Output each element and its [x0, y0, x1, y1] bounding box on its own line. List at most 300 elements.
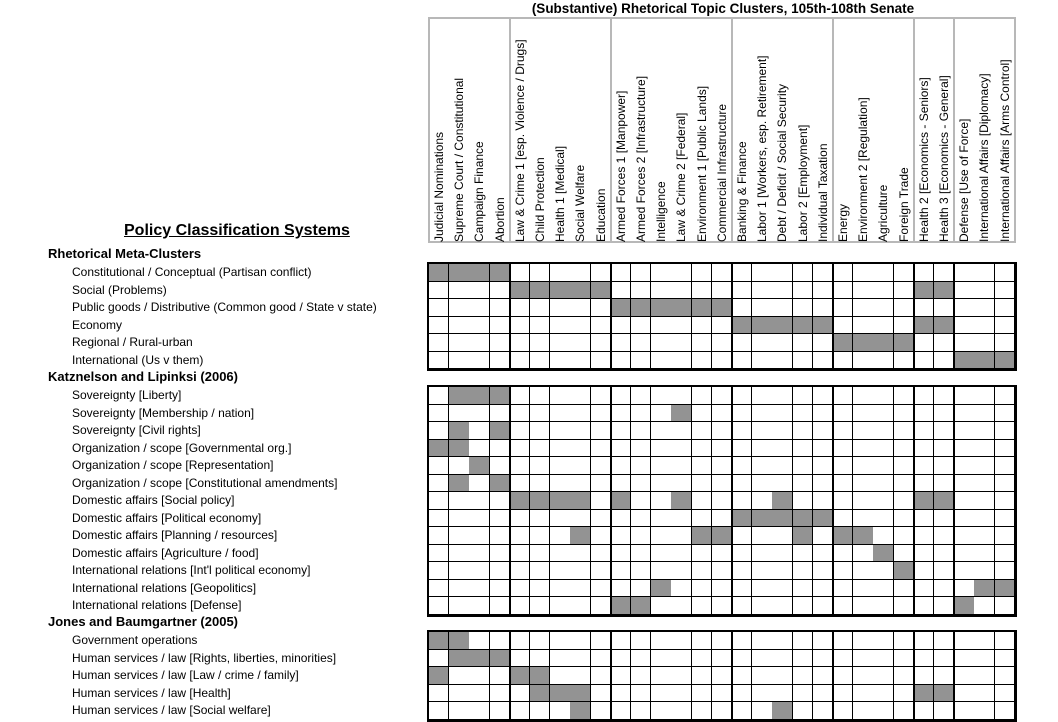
grid-cell: [692, 334, 712, 352]
grid-cell: [873, 352, 893, 370]
grid-cell: [752, 457, 772, 475]
grid-cell: [974, 527, 994, 545]
grid-cell-filled: [429, 264, 449, 282]
grid-cell: [813, 299, 833, 317]
grid-group-separator: [610, 632, 612, 720]
grid-cell: [752, 387, 772, 405]
grid-cell: [651, 422, 671, 440]
grid-cell: [550, 510, 570, 528]
grid-cell: [873, 632, 893, 650]
grid-group-separator: [509, 632, 511, 720]
grid-cell: [833, 405, 853, 423]
grid-cell: [995, 440, 1015, 458]
grid-cell: [449, 457, 469, 475]
grid-cell: [954, 685, 974, 703]
grid-cell: [631, 632, 651, 650]
grid-cell: [570, 545, 590, 563]
grid-cell: [611, 317, 631, 335]
grid-cell: [712, 667, 732, 685]
grid-cell: [894, 282, 914, 300]
grid-cell: [692, 667, 712, 685]
column-label: Labor 2 [Employment]: [795, 124, 810, 242]
grid-cell: [934, 702, 954, 720]
grid-cell: [894, 475, 914, 493]
grid-cell: [449, 667, 469, 685]
grid-cell: [974, 282, 994, 300]
row-label: Organization / scope [Governmental org.]: [72, 440, 292, 455]
grid-cell: [772, 685, 792, 703]
grid-cell-filled: [752, 317, 772, 335]
grid-cell: [894, 545, 914, 563]
grid-cell: [651, 334, 671, 352]
grid-cell: [934, 387, 954, 405]
grid-cell: [469, 510, 489, 528]
grid-cell: [793, 457, 813, 475]
grid-cell: [671, 475, 691, 493]
grid-cell: [833, 492, 853, 510]
grid-cell: [853, 632, 873, 650]
grid-cell: [914, 264, 934, 282]
column-label: Campaign Finance: [472, 141, 487, 242]
grid-cell: [974, 264, 994, 282]
grid-cell: [873, 457, 893, 475]
grid-cell: [550, 440, 570, 458]
grid-cell: [570, 422, 590, 440]
row-label: Domestic affairs [Political economy]: [72, 510, 262, 525]
grid-cell: [772, 334, 792, 352]
grid-cell: [671, 352, 691, 370]
grid-cell: [611, 387, 631, 405]
grid-cell: [671, 422, 691, 440]
grid-cell: [732, 650, 752, 668]
grid-cell: [449, 352, 469, 370]
grid-cell-filled: [631, 597, 651, 615]
grid-cell: [591, 264, 611, 282]
row-label: Human services / law [Rights, liberties, minorities]: [72, 650, 337, 665]
grid-cell: [813, 685, 833, 703]
grid-cell: [772, 667, 792, 685]
grid-cell: [712, 405, 732, 423]
column-label: Armed Forces 2 [Infrastructure]: [634, 75, 648, 242]
grid-group-separator: [832, 387, 834, 615]
grid-cell: [732, 405, 752, 423]
grid-cell: [914, 387, 934, 405]
grid-cell: [772, 264, 792, 282]
grid-cell: [530, 632, 550, 650]
grid-cell: [813, 282, 833, 300]
grid-cell: [954, 580, 974, 598]
grid-cell: [692, 475, 712, 493]
grid-cell: [873, 650, 893, 668]
grid-cell: [954, 264, 974, 282]
grid-cell: [651, 667, 671, 685]
grid-cell: [995, 492, 1015, 510]
grid-cell: [429, 492, 449, 510]
grid-cell: [732, 475, 752, 493]
grid-cell-filled: [651, 299, 671, 317]
column-label: Social Welfare: [573, 164, 588, 242]
grid-cell: [490, 580, 510, 598]
grid-cell: [772, 299, 792, 317]
grid-cell-filled: [490, 475, 510, 493]
grid-cell: [591, 387, 611, 405]
grid-cell-filled: [853, 334, 873, 352]
grid-cell-filled: [914, 282, 934, 300]
grid-cell: [853, 545, 873, 563]
grid-cell: [692, 545, 712, 563]
grid-cell: [550, 597, 570, 615]
column-label: Supreme Court / Constitutional: [452, 77, 467, 242]
grid-cell: [712, 510, 732, 528]
row-label: International relations [Defense]: [72, 598, 242, 612]
grid-cell: [651, 440, 671, 458]
grid-cell: [712, 317, 732, 335]
grid-cell: [631, 667, 651, 685]
grid-cell: [752, 282, 772, 300]
grid-cell: [833, 685, 853, 703]
grid-cell: [995, 545, 1015, 563]
grid-cell: [692, 580, 712, 598]
grid-cell: [651, 475, 671, 493]
grid-cell-filled: [995, 352, 1015, 370]
grid-cell-filled: [510, 667, 530, 685]
grid-group-separator: [832, 632, 834, 720]
column-label: International Affairs [Arms Control]: [997, 59, 1012, 242]
grid-cell: [530, 422, 550, 440]
grid-cell: [853, 405, 873, 423]
grid-cell: [914, 597, 934, 615]
column-label: Debt / Deficit / Social Security: [775, 83, 790, 242]
column-label: Health 2 [Economics - Seniors]: [916, 77, 931, 242]
grid-cell: [449, 702, 469, 720]
grid-cell: [692, 264, 712, 282]
grid-cell: [591, 510, 611, 528]
grid-cell: [894, 685, 914, 703]
grid-cell: [974, 440, 994, 458]
grid-cell: [873, 440, 893, 458]
row-label: Domestic affairs [Social policy]: [72, 493, 235, 507]
grid-cell: [732, 264, 752, 282]
grid-cell: [631, 562, 651, 580]
grid-cell: [894, 510, 914, 528]
grid-cell: [772, 580, 792, 598]
grid-cell: [651, 317, 671, 335]
column-label: Commercial Infrastructure: [714, 103, 729, 242]
grid-cell: [873, 580, 893, 598]
grid-cell: [591, 685, 611, 703]
grid-cell: [752, 632, 772, 650]
grid-cell: [671, 510, 691, 528]
grid-cell: [631, 492, 651, 510]
grid-cell: [591, 475, 611, 493]
grid-cell: [712, 352, 732, 370]
grid-cell: [510, 334, 530, 352]
grid-cell-filled: [934, 492, 954, 510]
grid-cell: [894, 650, 914, 668]
grid-cell: [752, 492, 772, 510]
grid-cell: [934, 562, 954, 580]
grid-cell: [914, 562, 934, 580]
grid-cell: [894, 317, 914, 335]
grid-cell-filled: [995, 580, 1015, 598]
grid-cell: [651, 510, 671, 528]
grid-cell: [550, 334, 570, 352]
grid-cell: [894, 352, 914, 370]
grid-cell: [591, 702, 611, 720]
grid-cell: [833, 282, 853, 300]
grid-cell: [752, 580, 772, 598]
grid-cell: [510, 580, 530, 598]
grid-cell: [914, 440, 934, 458]
grid-cell: [429, 685, 449, 703]
grid-cell: [550, 562, 570, 580]
grid-cell: [833, 545, 853, 563]
grid-cell: [591, 545, 611, 563]
grid-cell: [671, 632, 691, 650]
grid-cell: [692, 387, 712, 405]
grid-cell: [974, 650, 994, 668]
grid-cell: [570, 475, 590, 493]
grid-cell: [692, 422, 712, 440]
grid-cell: [772, 475, 792, 493]
grid-cell: [631, 527, 651, 545]
row-label: Social (Problems): [72, 282, 167, 297]
grid-cell: [954, 334, 974, 352]
grid-cell: [469, 422, 489, 440]
grid-cell: [752, 702, 772, 720]
grid-cell: [813, 264, 833, 282]
grid-cell: [631, 510, 651, 528]
grid-cell: [732, 597, 752, 615]
grid-cell: [469, 492, 489, 510]
grid-cell-filled: [873, 334, 893, 352]
grid-cell: [429, 405, 449, 423]
grid-cell: [510, 405, 530, 423]
grid-cell: [591, 334, 611, 352]
grid-cell: [873, 475, 893, 493]
grid-cell: [692, 440, 712, 458]
row-label: Economy: [72, 317, 123, 332]
grid-cell: [954, 510, 974, 528]
grid-cell-filled: [490, 264, 510, 282]
grid-cell-filled: [692, 299, 712, 317]
grid-cell: [793, 562, 813, 580]
grid-cell: [813, 492, 833, 510]
grid-cell: [671, 685, 691, 703]
grid-cell: [611, 685, 631, 703]
grid-cell-filled: [772, 492, 792, 510]
grid-cell: [490, 597, 510, 615]
grid-cell: [530, 650, 550, 668]
grid-cell: [469, 334, 489, 352]
grid-cell: [914, 475, 934, 493]
grid-cell-filled: [490, 650, 510, 668]
grid-cell: [934, 352, 954, 370]
grid-group-separator: [731, 387, 733, 615]
section-title: Jones and Baumgartner (2005): [48, 614, 239, 629]
grid-cell-filled: [530, 685, 550, 703]
grid-cell: [974, 562, 994, 580]
grid-cell: [995, 264, 1015, 282]
grid-cell: [570, 405, 590, 423]
grid-cell: [591, 457, 611, 475]
grid-cell: [550, 422, 570, 440]
grid-cell-filled: [894, 334, 914, 352]
grid-cell: [712, 545, 732, 563]
grid-cell: [631, 352, 651, 370]
grid-cell: [591, 597, 611, 615]
grid-cell: [692, 597, 712, 615]
grid-cell: [651, 405, 671, 423]
grid-cell: [772, 632, 792, 650]
grid-cell: [671, 562, 691, 580]
grid-cell: [692, 632, 712, 650]
grid-cell: [974, 387, 994, 405]
column-label: Energy: [836, 203, 850, 242]
grid-cell: [772, 352, 792, 370]
grid-cell: [530, 597, 550, 615]
grid-cell-filled: [550, 492, 570, 510]
grid-cell: [833, 475, 853, 493]
grid-cell: [449, 299, 469, 317]
grid-cell: [974, 545, 994, 563]
grid-cell: [671, 457, 691, 475]
grid-cell: [550, 299, 570, 317]
grid-cell: [570, 510, 590, 528]
grid-cell: [772, 562, 792, 580]
grid-cell: [853, 580, 873, 598]
grid-cell-filled: [813, 510, 833, 528]
grid-cell: [449, 580, 469, 598]
grid-cell: [611, 562, 631, 580]
grid-cell: [813, 422, 833, 440]
grid-cell: [833, 422, 853, 440]
grid-cell: [772, 650, 792, 668]
grid-cell: [772, 405, 792, 423]
grid-cell-filled: [449, 422, 469, 440]
grid-cell: [752, 562, 772, 580]
grid-cell: [611, 264, 631, 282]
grid-cell: [954, 282, 974, 300]
grid-cell: [651, 387, 671, 405]
grid-cell: [873, 422, 893, 440]
grid-cell-filled: [752, 510, 772, 528]
grid-cell: [712, 632, 732, 650]
grid-cell: [611, 632, 631, 650]
grid-cell: [894, 387, 914, 405]
column-label: Armed Forces 1 [Manpower]: [613, 90, 628, 242]
grid-cell: [429, 352, 449, 370]
grid-cell: [631, 475, 651, 493]
grid-cell: [995, 510, 1015, 528]
grid-cell: [732, 299, 752, 317]
grid-cell: [449, 510, 469, 528]
grid-cell: [873, 527, 893, 545]
grid-cell-filled: [570, 527, 590, 545]
grid-cell: [914, 527, 934, 545]
grid-cell: [631, 580, 651, 598]
grid-cell: [833, 580, 853, 598]
grid-cell: [752, 685, 772, 703]
section-title: Katznelson and Lipinksi (2006): [48, 369, 238, 384]
grid-cell: [974, 510, 994, 528]
grid-group-separator: [913, 632, 915, 720]
grid-cell: [712, 440, 732, 458]
grid-cell: [469, 527, 489, 545]
grid-cell: [793, 702, 813, 720]
grid-cell: [974, 685, 994, 703]
grid-cell: [853, 650, 873, 668]
grid-cell: [914, 580, 934, 598]
grid-cell: [833, 264, 853, 282]
grid-cell: [490, 667, 510, 685]
grid-cell: [510, 387, 530, 405]
grid-cell: [934, 667, 954, 685]
grid-cell: [752, 440, 772, 458]
row-label: Sovereignty [Membership / nation]: [72, 405, 255, 420]
grid-cell: [449, 334, 469, 352]
grid-cell-filled: [671, 405, 691, 423]
grid-cell: [712, 650, 732, 668]
grid-cell: [954, 562, 974, 580]
grid-cell: [510, 440, 530, 458]
grid-cell: [429, 527, 449, 545]
grid-cell: [712, 562, 732, 580]
grid-cell: [914, 299, 934, 317]
grid-cell-filled: [611, 299, 631, 317]
grid-cell: [449, 405, 469, 423]
grid-cell: [853, 667, 873, 685]
grid-cell: [631, 387, 651, 405]
grid-cell: [611, 282, 631, 300]
grid-cell: [813, 440, 833, 458]
grid-cell: [995, 597, 1015, 615]
grid-cell: [873, 282, 893, 300]
grid-cell: [732, 667, 752, 685]
grid-cell: [732, 562, 752, 580]
grid-cell: [671, 282, 691, 300]
grid-cell: [550, 457, 570, 475]
grid-cell: [530, 299, 550, 317]
grid-cell: [833, 650, 853, 668]
grid-cell: [813, 527, 833, 545]
grid-cell: [974, 334, 994, 352]
grid-cell-filled: [570, 702, 590, 720]
grid-cell: [793, 282, 813, 300]
grid-cell: [429, 299, 449, 317]
column-label: Education: [593, 188, 608, 242]
grid-cell-filled: [469, 650, 489, 668]
grid-cell: [490, 545, 510, 563]
grid-cell: [591, 317, 611, 335]
grid-cell: [449, 545, 469, 563]
grid-cell: [873, 685, 893, 703]
grid-cell: [712, 457, 732, 475]
grid-cell: [793, 580, 813, 598]
grid-cell: [995, 282, 1015, 300]
grid-cell: [429, 457, 449, 475]
grid-cell-filled: [550, 282, 570, 300]
grid-cell: [429, 650, 449, 668]
grid-cell: [793, 422, 813, 440]
column-label: Environment 1 [Public Lands]: [694, 85, 709, 242]
grid-cell: [772, 282, 792, 300]
grid-cell: [490, 457, 510, 475]
grid-cell: [570, 387, 590, 405]
grid-cell: [914, 422, 934, 440]
grid-cell: [550, 545, 570, 563]
grid-cell: [671, 334, 691, 352]
